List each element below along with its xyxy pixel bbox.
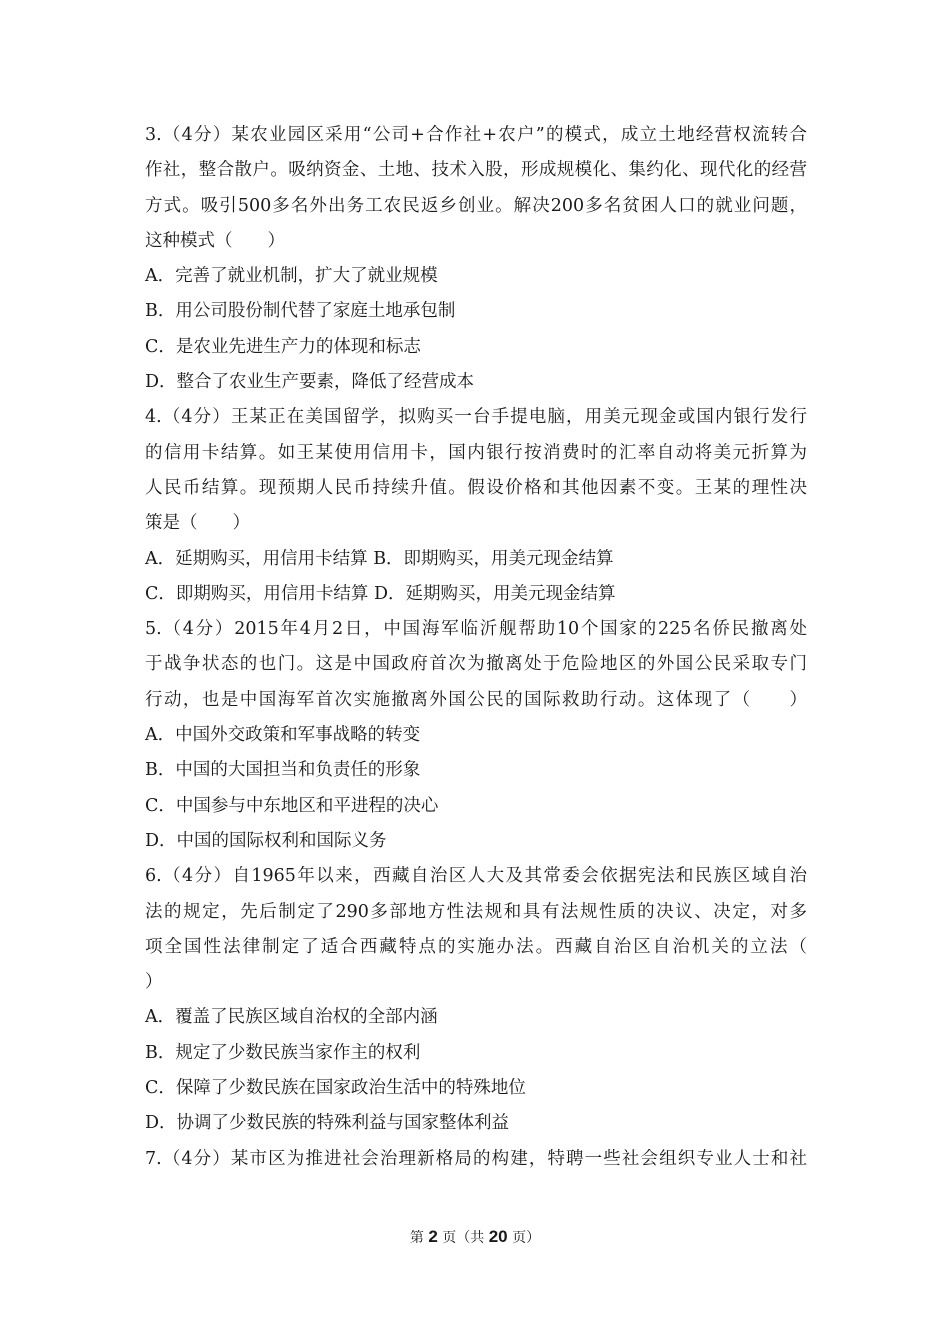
question-6 <box>145 859 807 1141</box>
answer-option: C．中国参与中东地区和平进程的决心 <box>145 795 439 816</box>
page-footer <box>0 1227 950 1247</box>
question-stem-line: 法的规定，先后制定了290多部地方性法规和具有法规性质的决议、决定，对多 <box>145 901 807 922</box>
answer-option: A．延期购买，用信用卡结算 B．即期购买，用美元现金结算 <box>145 548 614 569</box>
question-stem-line: 6.（4分）自1965年以来，西藏自治区人大及其常委会依据宪法和民族区域自治 <box>145 866 807 887</box>
answer-option: D．整合了农业生产要素，降低了经营成本 <box>145 372 475 393</box>
footer-prefix: 第 <box>409 1230 424 1246</box>
answer-option: A．完善了就业机制，扩大了就业规模 <box>145 266 438 287</box>
answer-option: B．用公司股份制代替了家庭土地承包制 <box>145 301 456 322</box>
question-stem-line: 方式。吸引500多名外出务工农民返乡创业。解决200多名贫困人口的就业问题， <box>145 195 807 216</box>
question-stem-line: 策是（ ） <box>145 513 250 534</box>
answer-option: A．中国外交政策和军事战略的转变 <box>145 725 421 746</box>
footer-suffix: 页） <box>512 1230 541 1246</box>
question-4 <box>145 400 807 612</box>
question-stem-line: 于战争状态的也门。这是中国政府首次为撤离处于危险地区的外国公民采取专门 <box>145 654 807 675</box>
question-stem-line: 4.（4分）王某正在美国留学，拟购买一台手提电脑，用美元现金或国内银行发行 <box>145 407 807 428</box>
question-stem-line: 这种模式（ ） <box>145 230 285 251</box>
question-stem-line: 作社，整合散户。吸纳资金、土地、技术入股，形成规模化、集约化、现代化的经营 <box>145 160 807 181</box>
question-stem-line: 人民币结算。现预期人民币持续升值。假设价格和其他因素不变。王某的理性决 <box>145 477 807 498</box>
answer-option: C．即期购买，用信用卡结算 D．延期购买，用美元现金结算 <box>145 583 616 604</box>
question-stem-line: 项全国性法律制定了适合西藏特点的实施办法。西藏自治区自治机关的立法（ <box>145 936 807 957</box>
footer-middle: 页（共 <box>442 1230 485 1246</box>
question-5 <box>145 612 807 859</box>
answer-option: D．协调了少数民族的特殊利益与国家整体利益 <box>145 1113 510 1134</box>
footer-page-number: 2 <box>428 1227 438 1246</box>
question-stem-line: 3.（4分）某农业园区采用“公司+合作社+农户”的模式，成立土地经营权流转合 <box>145 125 807 145</box>
answer-option: D．中国的国际权利和国际义务 <box>145 830 387 851</box>
question-stem-line: 5.（4分）2015年4月2日，中国海军临沂舰帮助10个国家的225名侨民撤离处 <box>145 619 807 640</box>
answer-option: C．保障了少数民族在国家政治生活中的特殊地位 <box>145 1078 526 1099</box>
footer-total-pages: 20 <box>488 1227 508 1246</box>
answer-option: B．规定了少数民族当家作主的权利 <box>145 1042 421 1063</box>
question-stem-line: 7.（4分）某市区为推进社会治理新格局的构建，特聘一些社会组织专业人士和社 <box>145 1148 807 1169</box>
answer-option: C．是农业先进生产力的体现和标志 <box>145 336 421 357</box>
question-stem-line: 行动，也是中国海军首次实施撤离外国公民的国际救助行动。这体现了（ ） <box>145 689 807 710</box>
question-stem-line: ） <box>145 972 163 993</box>
question-7 <box>145 1142 807 1177</box>
answer-option: B．中国的大国担当和负责任的形象 <box>145 760 421 781</box>
question-content <box>145 118 807 1177</box>
question-3 <box>145 118 807 400</box>
answer-option: A．覆盖了民族区域自治权的全部内涵 <box>145 1007 438 1028</box>
question-stem-line: 的信用卡结算。如王某使用信用卡，国内银行按消费时的汇率自动将美元折算为 <box>145 442 807 463</box>
